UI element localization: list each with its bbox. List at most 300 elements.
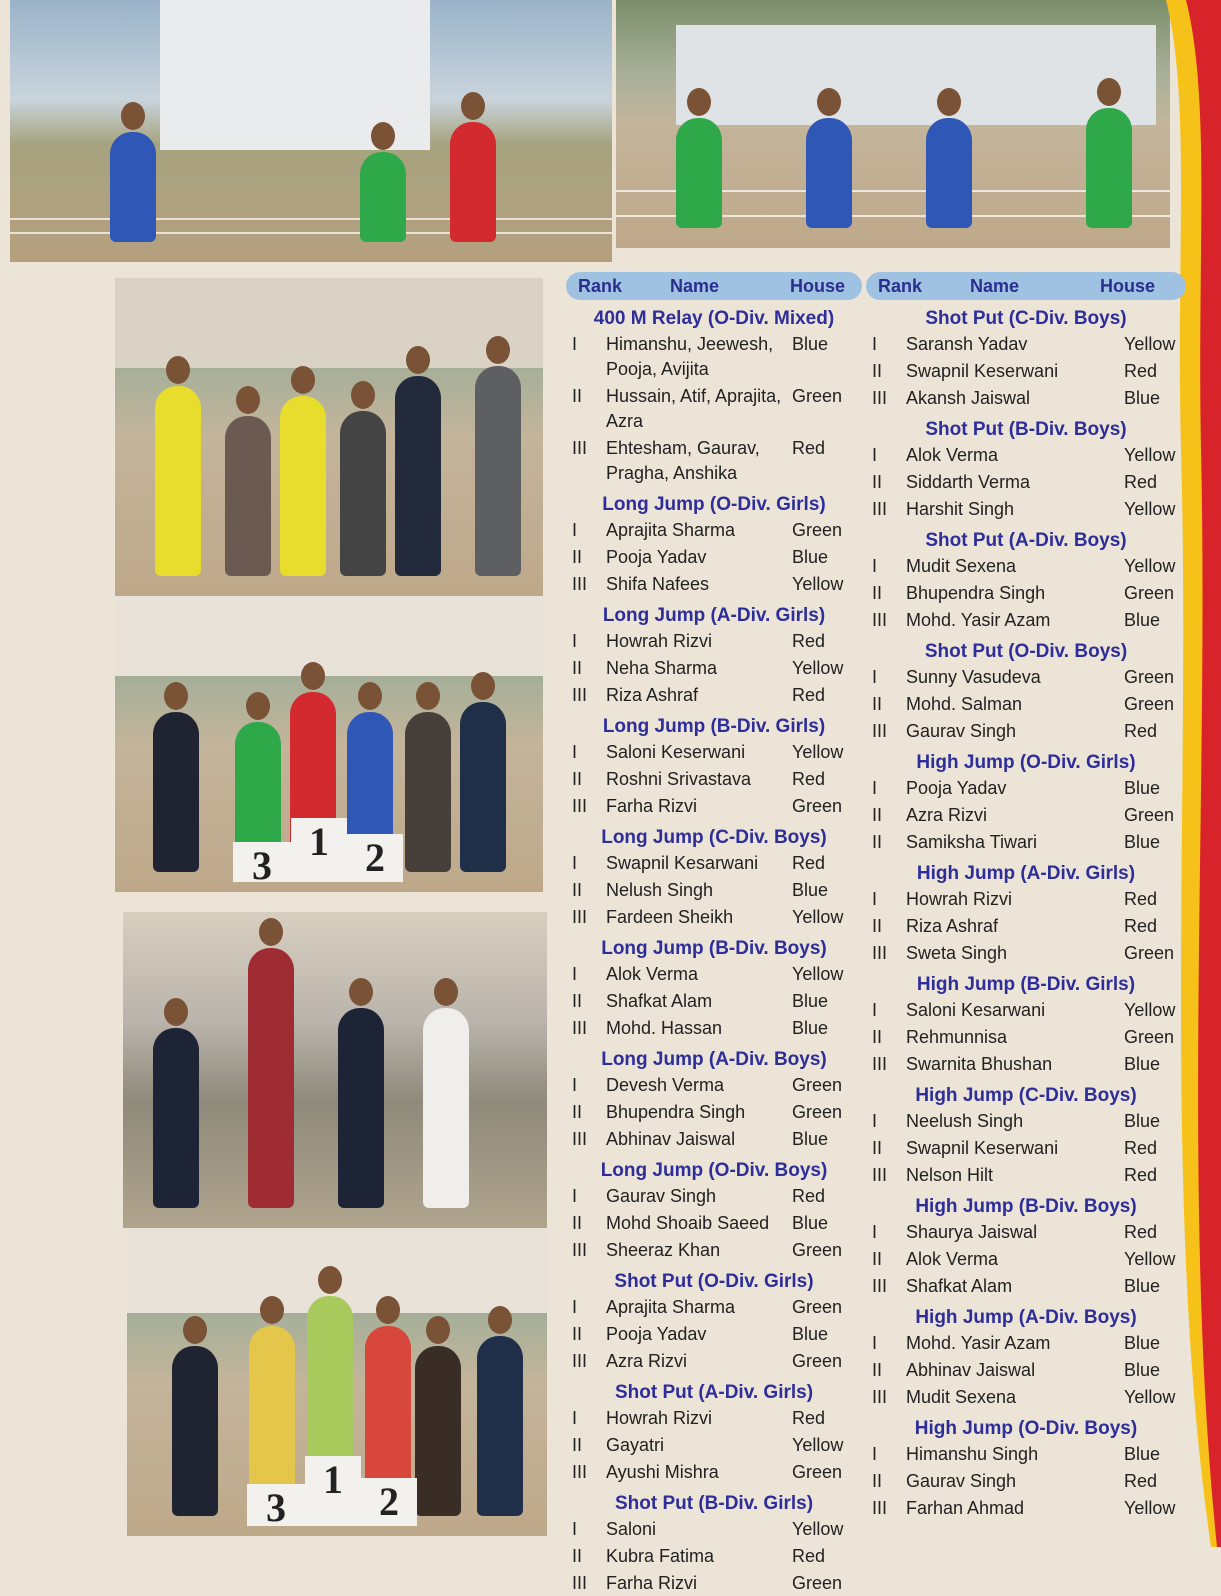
result-name: Saloni Keserwani xyxy=(606,742,746,762)
result-house: Blue xyxy=(792,334,829,354)
name-header: Name xyxy=(970,275,1020,296)
result-rank: III xyxy=(572,1573,588,1593)
result-house: Blue xyxy=(792,1018,829,1038)
result-rank: III xyxy=(572,1018,588,1038)
result-name: Abhinav Jaiswal xyxy=(906,1360,1036,1380)
result-name: Neelush Singh xyxy=(906,1111,1024,1131)
result-name: Saloni xyxy=(606,1519,657,1539)
result-name: Harshit Singh xyxy=(906,499,1015,519)
result-rank: II xyxy=(572,1546,583,1566)
house-header: House xyxy=(1100,275,1156,296)
award-photos-column xyxy=(115,278,545,1547)
result-house: Blue xyxy=(1124,1276,1161,1296)
result-rank: II xyxy=(572,1324,583,1344)
result-name: Abhinav Jaiswal xyxy=(606,1129,736,1149)
result-house: Green xyxy=(792,1075,843,1095)
result-row xyxy=(866,1220,1186,1245)
sprint-race-photo xyxy=(616,0,1170,248)
result-rank: III xyxy=(872,1276,888,1296)
result-rank: I xyxy=(572,1297,578,1317)
result-row xyxy=(866,830,1186,855)
result-house: Blue xyxy=(1124,1333,1161,1353)
result-name: Alok Verma xyxy=(606,964,699,984)
result-house: Red xyxy=(792,438,826,458)
result-house: Yellow xyxy=(1124,499,1176,519)
result-row xyxy=(566,1433,862,1458)
result-rank: II xyxy=(572,1435,583,1455)
result-name: Swapnil Keserwani xyxy=(906,1138,1059,1158)
result-rank: II xyxy=(872,805,883,825)
result-name: Riza Ashraf xyxy=(606,685,699,705)
result-name: Azra Rizvi xyxy=(606,1351,688,1371)
event-title: Long Jump (O-Div. Girls) xyxy=(602,494,826,515)
result-name: Pooja Yadav xyxy=(906,778,1007,798)
result-name: Pooja Yadav xyxy=(606,1324,707,1344)
result-rank: III xyxy=(872,388,888,408)
result-house: Blue xyxy=(792,1129,829,1149)
result-rank: II xyxy=(872,1360,883,1380)
result-row xyxy=(566,1127,862,1152)
result-row xyxy=(566,1322,862,1347)
result-name: Alok Verma xyxy=(906,445,999,465)
result-row xyxy=(866,776,1186,801)
event-title: High Jump (B-Div. Girls) xyxy=(916,974,1136,995)
result-rank: II xyxy=(572,769,583,789)
result-rank: I xyxy=(872,334,878,354)
result-row xyxy=(866,692,1186,717)
result-name: Sunny Vasudeva xyxy=(906,667,1041,687)
result-house: Red xyxy=(792,853,826,873)
result-name: Mohd Shoaib Saeed xyxy=(606,1213,770,1233)
result-rank: II xyxy=(872,361,883,381)
result-rank: III xyxy=(572,438,588,458)
result-name: Sheeraz Khan xyxy=(606,1240,721,1260)
result-house: Red xyxy=(792,1186,826,1206)
result-row xyxy=(866,1331,1186,1356)
result-name: Alok Verma xyxy=(906,1249,999,1269)
result-rank: I xyxy=(572,631,578,651)
result-name: Hussain, Atif, Aprajita, Azra xyxy=(606,386,782,431)
result-row xyxy=(866,1136,1186,1161)
event-title: High Jump (O-Div. Boys) xyxy=(914,1418,1138,1439)
result-row xyxy=(866,497,1186,522)
result-name: Gaurav Singh xyxy=(906,721,1017,741)
result-row xyxy=(566,1211,862,1236)
result-rank: I xyxy=(572,964,578,984)
result-row xyxy=(566,740,862,765)
result-row xyxy=(866,941,1186,966)
result-rank: II xyxy=(572,1102,583,1122)
table-header xyxy=(866,272,1186,300)
result-row xyxy=(566,989,862,1014)
result-name: Sweta Singh xyxy=(906,943,1008,963)
result-house: Blue xyxy=(792,880,829,900)
event-title: Long Jump (C-Div. Boys) xyxy=(601,827,827,848)
result-name: Shaurya Jaiswal xyxy=(906,1222,1038,1242)
results-column-1 xyxy=(566,272,862,1596)
top-photo-strip xyxy=(10,0,1170,262)
event-title: Long Jump (B-Div. Girls) xyxy=(602,716,826,737)
result-name: Mohd. Hassan xyxy=(606,1018,723,1038)
rank-header: Rank xyxy=(878,275,923,296)
result-name: Swarnita Bhushan xyxy=(906,1054,1053,1074)
result-rank: II xyxy=(572,658,583,678)
result-row xyxy=(866,1442,1186,1467)
result-row xyxy=(866,998,1186,1023)
result-rank: I xyxy=(872,445,878,465)
event-title: Shot Put (B-Div. Girls) xyxy=(614,1493,814,1514)
result-rank: I xyxy=(572,1519,578,1539)
podium-third: 3 xyxy=(247,1484,305,1526)
result-row xyxy=(566,384,862,434)
result-rank: II xyxy=(572,991,583,1011)
result-name: Shifa Nafees xyxy=(606,574,710,594)
result-house: Green xyxy=(792,1240,843,1260)
result-row xyxy=(866,1247,1186,1272)
event-title: High Jump (O-Div. Girls) xyxy=(916,752,1136,773)
prize-distribution-photo xyxy=(115,278,543,596)
podium-boys-photo-2 xyxy=(127,1228,547,1536)
event-title: Shot Put (C-Div. Boys) xyxy=(925,308,1127,329)
result-house: Blue xyxy=(1124,1054,1161,1074)
result-house: Blue xyxy=(792,1324,829,1344)
result-rank: II xyxy=(872,832,883,852)
result-name: Nelush Singh xyxy=(606,880,714,900)
result-row xyxy=(866,332,1186,357)
table-header xyxy=(566,272,862,300)
result-rank: III xyxy=(872,721,888,741)
result-rank: II xyxy=(872,1249,883,1269)
event-title: High Jump (B-Div. Boys) xyxy=(915,1196,1137,1217)
result-house: Yellow xyxy=(1124,1387,1176,1407)
result-name: Mudit Sexena xyxy=(906,556,1017,576)
event-title: High Jump (A-Div. Girls) xyxy=(916,863,1136,884)
result-row xyxy=(566,1295,862,1320)
result-rank: I xyxy=(872,1444,878,1464)
result-house: Green xyxy=(792,1297,843,1317)
result-house: Yellow xyxy=(792,907,844,927)
podium-third: 3 xyxy=(233,842,291,882)
result-row xyxy=(866,443,1186,468)
result-house: Yellow xyxy=(792,1435,844,1455)
result-house: Yellow xyxy=(792,964,844,984)
result-house: Blue xyxy=(792,547,829,567)
result-house: Yellow xyxy=(1124,1498,1176,1518)
result-rank: II xyxy=(572,386,583,406)
result-rank: III xyxy=(872,499,888,519)
result-house: Red xyxy=(792,631,826,651)
result-name: Saloni Kesarwani xyxy=(906,1000,1046,1020)
result-house: Green xyxy=(792,520,843,540)
result-rank: I xyxy=(572,334,578,354)
result-name: Aprajita Sharma xyxy=(606,520,736,540)
result-name: Ehtesham, Gaurav, Pragha, Anshika xyxy=(606,438,760,483)
result-rank: III xyxy=(872,1498,888,1518)
result-rank: III xyxy=(572,685,588,705)
result-rank: III xyxy=(572,1462,588,1482)
result-rank: III xyxy=(872,610,888,630)
result-name: Neha Sharma xyxy=(606,658,718,678)
result-house: Yellow xyxy=(792,1519,844,1539)
result-name: Aprajita Sharma xyxy=(606,1297,736,1317)
result-house: Green xyxy=(1124,805,1175,825)
result-house: Blue xyxy=(1124,832,1161,852)
result-row xyxy=(866,386,1186,411)
result-rank: I xyxy=(872,1111,878,1131)
result-house: Blue xyxy=(1124,1360,1161,1380)
result-rank: II xyxy=(872,1138,883,1158)
result-name: Farha Rizvi xyxy=(606,1573,698,1593)
result-house: Green xyxy=(792,1573,843,1593)
result-name: Akansh Jaiswal xyxy=(906,388,1031,408)
result-row xyxy=(566,1238,862,1263)
result-name: Mudit Sexena xyxy=(906,1387,1017,1407)
result-house: Green xyxy=(1124,694,1175,714)
result-row xyxy=(866,1274,1186,1299)
result-rank: I xyxy=(872,778,878,798)
result-rank: I xyxy=(872,1000,878,1020)
result-name: Howrah Rizvi xyxy=(606,1408,713,1428)
result-house: Yellow xyxy=(792,658,844,678)
event-title: Long Jump (B-Div. Boys) xyxy=(601,938,827,959)
result-name: Mohd. Salman xyxy=(906,694,1023,714)
result-row xyxy=(866,1385,1186,1410)
podium-first: 1 xyxy=(305,1456,361,1526)
result-rank: III xyxy=(872,1165,888,1185)
result-house: Green xyxy=(1124,943,1175,963)
result-row xyxy=(866,1052,1186,1077)
result-name: Gaurav Singh xyxy=(906,1471,1017,1491)
result-rank: III xyxy=(572,1129,588,1149)
result-house: Yellow xyxy=(1124,1000,1176,1020)
result-row xyxy=(566,1349,862,1374)
result-row xyxy=(566,683,862,708)
result-name: Shafkat Alam xyxy=(906,1276,1013,1296)
result-row xyxy=(566,1517,862,1542)
result-row xyxy=(866,1025,1186,1050)
result-house: Green xyxy=(792,796,843,816)
result-row xyxy=(566,767,862,792)
result-name: Farhan Ahmad xyxy=(906,1498,1025,1518)
result-row xyxy=(566,656,862,681)
result-row xyxy=(866,554,1186,579)
result-name: Pooja Yadav xyxy=(606,547,707,567)
result-house: Red xyxy=(792,1408,826,1428)
result-name: Fardeen Sheikh xyxy=(606,907,734,927)
result-rank: III xyxy=(572,1351,588,1371)
result-name: Farha Rizvi xyxy=(606,796,698,816)
result-row xyxy=(566,1406,862,1431)
result-name: Nelson Hilt xyxy=(906,1165,994,1185)
result-house: Blue xyxy=(1124,1111,1161,1131)
hurdles-race-photo xyxy=(10,0,612,262)
result-rank: II xyxy=(872,472,883,492)
result-row xyxy=(866,470,1186,495)
name-header: Name xyxy=(670,275,720,296)
result-house: Red xyxy=(1124,1165,1158,1185)
podium-boys-photo-1 xyxy=(115,596,543,892)
result-house: Green xyxy=(792,1102,843,1122)
result-house: Green xyxy=(792,1351,843,1371)
result-name: Gaurav Singh xyxy=(606,1186,717,1206)
result-rank: II xyxy=(872,1027,883,1047)
result-rank: I xyxy=(572,742,578,762)
result-rank: III xyxy=(872,1054,888,1074)
result-rank: III xyxy=(572,907,588,927)
result-row xyxy=(566,332,862,382)
result-name: Kubra Fatima xyxy=(606,1546,715,1566)
result-house: Blue xyxy=(1124,610,1161,630)
result-name: Shafkat Alam xyxy=(606,991,713,1011)
result-house: Red xyxy=(1124,1471,1158,1491)
result-rank: I xyxy=(872,667,878,687)
results-list xyxy=(566,308,862,1596)
podium-second: 2 xyxy=(347,834,403,882)
result-name: Swapnil Keserwani xyxy=(906,361,1059,381)
result-house: Red xyxy=(1124,889,1158,909)
podium-girls-photo xyxy=(123,912,547,1228)
event-title: High Jump (C-Div. Boys) xyxy=(915,1085,1137,1106)
result-rank: II xyxy=(572,547,583,567)
result-name: Gayatri xyxy=(606,1435,665,1455)
result-row xyxy=(566,518,862,543)
result-rank: III xyxy=(872,1387,888,1407)
result-row xyxy=(566,1016,862,1041)
result-rank: I xyxy=(872,556,878,576)
result-rank: II xyxy=(572,1213,583,1233)
result-rank: III xyxy=(572,1240,588,1260)
result-house: Blue xyxy=(792,1213,829,1233)
result-house: Blue xyxy=(1124,1444,1161,1464)
result-row xyxy=(866,803,1186,828)
result-row xyxy=(866,1109,1186,1134)
event-title: Shot Put (A-Div. Girls) xyxy=(614,1382,814,1403)
result-house: Red xyxy=(1124,361,1158,381)
result-name: Ayushi Mishra xyxy=(606,1462,719,1482)
result-row xyxy=(566,1073,862,1098)
result-row xyxy=(566,1100,862,1125)
result-row xyxy=(866,914,1186,939)
event-title: Shot Put (A-Div. Boys) xyxy=(925,530,1127,551)
results-list xyxy=(866,308,1186,1521)
result-house: Yellow xyxy=(1124,1249,1176,1269)
result-rank: III xyxy=(872,943,888,963)
result-rank: I xyxy=(572,520,578,540)
result-row xyxy=(566,629,862,654)
result-row xyxy=(866,719,1186,744)
result-row xyxy=(566,1544,862,1569)
result-house: Red xyxy=(792,685,826,705)
result-name: Swapnil Kesarwani xyxy=(606,853,759,873)
result-row xyxy=(866,1496,1186,1521)
result-row xyxy=(566,572,862,597)
result-house: Green xyxy=(792,386,843,406)
result-row xyxy=(866,1469,1186,1494)
house-header: House xyxy=(790,275,846,296)
result-row xyxy=(566,545,862,570)
result-house: Yellow xyxy=(1124,334,1176,354)
result-row xyxy=(866,359,1186,384)
result-name: Rehmunnisa xyxy=(906,1027,1008,1047)
event-title: Shot Put (O-Div. Boys) xyxy=(924,641,1128,662)
event-title: High Jump (A-Div. Boys) xyxy=(915,1307,1137,1328)
result-rank: II xyxy=(872,694,883,714)
event-title: Long Jump (A-Div. Boys) xyxy=(601,1049,827,1070)
result-row xyxy=(866,887,1186,912)
result-house: Red xyxy=(1124,1222,1158,1242)
result-name: Saransh Yadav xyxy=(906,334,1028,354)
result-row xyxy=(566,794,862,819)
result-rank: I xyxy=(572,1186,578,1206)
result-house: Yellow xyxy=(792,742,844,762)
result-name: Himanshu, Jeewesh, Pooja, Avijita xyxy=(606,334,774,379)
result-house: Blue xyxy=(1124,778,1161,798)
result-house: Yellow xyxy=(1124,556,1176,576)
result-rank: II xyxy=(872,916,883,936)
result-rank: I xyxy=(872,889,878,909)
result-name: Azra Rizvi xyxy=(906,805,988,825)
result-name: Mohd. Yasir Azam xyxy=(906,610,1051,630)
result-row xyxy=(566,436,862,486)
result-row xyxy=(566,1571,862,1596)
result-rank: I xyxy=(572,1075,578,1095)
result-rank: II xyxy=(872,1471,883,1491)
results-column-2 xyxy=(866,272,1186,1521)
event-title: Long Jump (O-Div. Boys) xyxy=(600,1160,828,1181)
result-name: Howrah Rizvi xyxy=(906,889,1013,909)
result-house: Red xyxy=(1124,1138,1158,1158)
podium-second: 2 xyxy=(361,1478,417,1526)
result-rank: II xyxy=(572,880,583,900)
result-house: Red xyxy=(792,1546,826,1566)
result-name: Howrah Rizvi xyxy=(606,631,713,651)
result-rank: I xyxy=(572,1408,578,1428)
result-row xyxy=(566,1460,862,1485)
result-row xyxy=(566,905,862,930)
result-row xyxy=(566,878,862,903)
result-house: Red xyxy=(792,769,826,789)
result-house: Red xyxy=(1124,472,1158,492)
event-title: 400 M Relay (O-Div. Mixed) xyxy=(593,308,835,329)
result-house: Yellow xyxy=(1124,445,1176,465)
result-house: Green xyxy=(1124,1027,1175,1047)
result-row xyxy=(866,608,1186,633)
result-name: Samiksha Tiwari xyxy=(906,832,1038,852)
result-house: Green xyxy=(1124,583,1175,603)
event-title: Shot Put (O-Div. Girls) xyxy=(614,1271,814,1292)
result-name: Bhupendra Singh xyxy=(606,1102,746,1122)
result-name: Mohd. Yasir Azam xyxy=(906,1333,1051,1353)
result-row xyxy=(866,1358,1186,1383)
result-rank: III xyxy=(572,574,588,594)
result-name: Riza Ashraf xyxy=(906,916,999,936)
result-row xyxy=(866,581,1186,606)
result-house: Red xyxy=(1124,721,1158,741)
result-name: Siddarth Verma xyxy=(906,472,1031,492)
result-name: Himanshu Singh xyxy=(906,1444,1039,1464)
result-rank: III xyxy=(572,796,588,816)
result-rank: I xyxy=(572,853,578,873)
result-row xyxy=(566,851,862,876)
result-rank: I xyxy=(872,1333,878,1353)
result-row xyxy=(866,1163,1186,1188)
result-house: Green xyxy=(792,1462,843,1482)
result-rank: I xyxy=(872,1222,878,1242)
event-title: Shot Put (B-Div. Boys) xyxy=(925,419,1127,440)
result-name: Bhupendra Singh xyxy=(906,583,1046,603)
event-title: Long Jump (A-Div. Girls) xyxy=(602,605,826,626)
rank-header: Rank xyxy=(578,275,623,296)
